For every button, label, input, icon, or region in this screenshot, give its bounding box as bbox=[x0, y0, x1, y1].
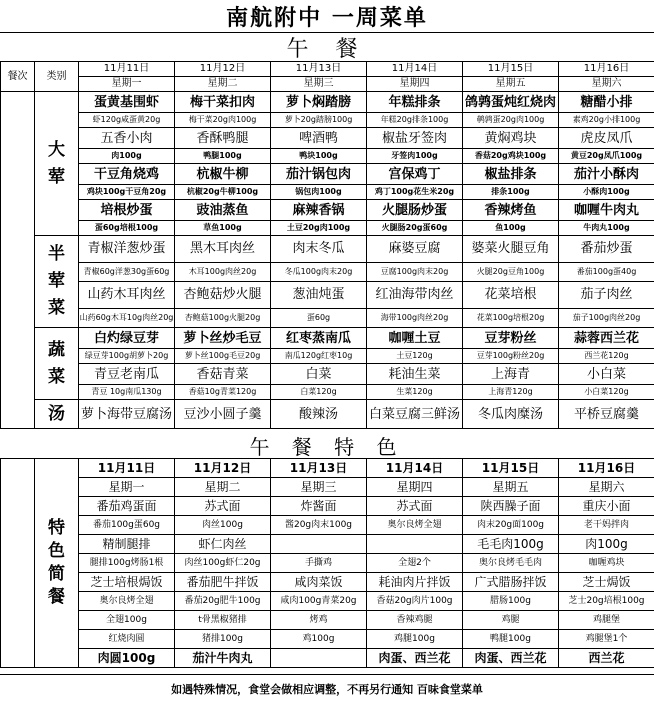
dish-name: 培根炒蛋 bbox=[79, 200, 175, 221]
date-row bbox=[1, 62, 654, 77]
dish-name: 咖喱牛肉丸 bbox=[559, 200, 654, 221]
dish-name: 梅干菜扣肉 bbox=[175, 92, 271, 113]
special-menu-table bbox=[0, 458, 654, 668]
weekday-cell: 星期四 bbox=[367, 77, 463, 92]
dish-name: 苏式面 bbox=[175, 497, 271, 516]
ingredient-note: 火腿20g豆角100g bbox=[463, 262, 559, 281]
special-row bbox=[1, 497, 654, 516]
dish-name: 精制腿排 bbox=[79, 535, 175, 554]
menu-row bbox=[1, 281, 654, 308]
ingredient-note: 排条100g bbox=[463, 185, 559, 200]
dish-name: 芝士焗饭 bbox=[559, 573, 654, 592]
date-cell: 11月14日 bbox=[367, 62, 463, 77]
lunch-section-title: 午 餐 bbox=[286, 36, 368, 62]
dish-name bbox=[271, 535, 367, 554]
dish-name: 虎皮凤爪 bbox=[559, 128, 654, 149]
ingredient-note: 萝卜20g踏膀100g bbox=[271, 113, 367, 128]
ingredient-note: 蛋60g培根100g bbox=[79, 221, 175, 236]
menu-row bbox=[1, 349, 654, 364]
ingredient-note: 杏鲍菇100g火腿20g bbox=[175, 308, 271, 327]
dish-name: 杏鲍菇炒火腿 bbox=[175, 281, 271, 308]
dish-name: 肉圆100g bbox=[79, 649, 175, 668]
dish-name: 耗油生菜 bbox=[367, 364, 463, 385]
weekday-cell: 星期五 bbox=[463, 77, 559, 92]
ingredient-note: 手撕鸡 bbox=[271, 554, 367, 573]
weekday-cell: 星期四 bbox=[367, 478, 463, 497]
special-meal-cell bbox=[1, 459, 35, 668]
date-cell: 11月14日 bbox=[367, 459, 463, 478]
dish-name: 毛毛肉100g bbox=[463, 535, 559, 554]
date-cell: 11月11日 bbox=[79, 62, 175, 77]
date-cell: 11月15日 bbox=[463, 459, 559, 478]
dish-name: 蒜蓉西兰花 bbox=[559, 328, 654, 349]
category-char: 色 bbox=[48, 541, 65, 561]
special-row bbox=[1, 649, 654, 668]
menu-row bbox=[1, 308, 654, 327]
menu-row bbox=[1, 164, 654, 185]
date-cell: 11月11日 bbox=[79, 459, 175, 478]
dish-name: 茄汁小酥肉 bbox=[559, 164, 654, 185]
ingredient-note: 小酥肉100g bbox=[559, 185, 654, 200]
dish-name: 白灼绿豆芽 bbox=[79, 328, 175, 349]
weekday-cell: 星期六 bbox=[559, 478, 654, 497]
ingredient-note: 番茄100g蛋40g bbox=[559, 262, 654, 281]
dish-name: 山药木耳肉丝 bbox=[79, 281, 175, 308]
ingredient-note: 鸭块100g bbox=[271, 149, 367, 164]
dish-name bbox=[271, 649, 367, 668]
menu-row bbox=[1, 328, 654, 349]
menu-row bbox=[1, 400, 654, 429]
ingredient-note: 香菇10g青菜120g bbox=[175, 385, 271, 400]
category-char: 蔬 bbox=[48, 339, 65, 360]
dish-name: 鸽鹑蛋炖红烧肉 bbox=[463, 92, 559, 113]
dish-name: 萝卜海带豆腐汤 bbox=[79, 400, 175, 429]
dish-name: 茄汁锅包肉 bbox=[271, 164, 367, 185]
dish-name: 黄焖鸡块 bbox=[463, 128, 559, 149]
category-ban bbox=[35, 236, 79, 328]
ingredient-note: 肉100g bbox=[79, 149, 175, 164]
menu-row bbox=[1, 221, 654, 236]
category-char: 餐 bbox=[48, 587, 65, 607]
dish-name: 番茄肥牛拌饭 bbox=[175, 573, 271, 592]
special-row bbox=[1, 592, 654, 611]
date-cell: 11月13日 bbox=[271, 62, 367, 77]
ingredient-note: 老干妈拌肉 bbox=[559, 516, 654, 535]
ingredient-note: 奥尔良烤全翅 bbox=[367, 516, 463, 535]
dish-name bbox=[367, 535, 463, 554]
category-char: 半 bbox=[48, 244, 65, 264]
date-cell: 11月12日 bbox=[175, 459, 271, 478]
ingredient-note: 香辣鸡腿 bbox=[367, 611, 463, 630]
dish-name: 西兰花 bbox=[559, 649, 654, 668]
special-row bbox=[1, 630, 654, 649]
ingredient-note: 土豆20g肉100g bbox=[271, 221, 367, 236]
dish-name: 麻婆豆腐 bbox=[367, 236, 463, 263]
category-da bbox=[35, 92, 79, 236]
ingredient-note: 青椒60g洋葱30g蛋60g bbox=[79, 262, 175, 281]
menu-row bbox=[1, 128, 654, 149]
special-row bbox=[1, 554, 654, 573]
dish-name: 肉蛋、西兰花 bbox=[463, 649, 559, 668]
ingredient-note: 冬瓜100g肉末20g bbox=[271, 262, 367, 281]
ingredient-note: 梅干菜20g肉100g bbox=[175, 113, 271, 128]
dish-name: 茄汁牛肉丸 bbox=[175, 649, 271, 668]
menu-row bbox=[1, 364, 654, 385]
menu-row bbox=[1, 113, 654, 128]
dish-name: 蛋黄基围虾 bbox=[79, 92, 175, 113]
ingredient-note: 腊肠100g bbox=[463, 592, 559, 611]
ingredient-note: 牛肉丸100g bbox=[559, 221, 654, 236]
dish-name: 红油海带肉丝 bbox=[367, 281, 463, 308]
ingredient-note: 生菜120g bbox=[367, 385, 463, 400]
date-cell: 11月16日 bbox=[559, 62, 654, 77]
ingredient-note: 咖喱鸡块 bbox=[559, 554, 654, 573]
dish-name: 青椒洋葱炒蛋 bbox=[79, 236, 175, 263]
ingredient-note: 番茄20g肥牛100g bbox=[175, 592, 271, 611]
dish-name: 青豆老南瓜 bbox=[79, 364, 175, 385]
weekday-cell: 星期二 bbox=[175, 478, 271, 497]
category-special bbox=[35, 459, 79, 668]
weekday-cell: 星期三 bbox=[271, 77, 367, 92]
ingredient-note: 烤鸡 bbox=[271, 611, 367, 630]
ingredient-note: 鸡腿 bbox=[463, 611, 559, 630]
menu-row bbox=[1, 149, 654, 164]
weekday-row bbox=[1, 77, 654, 92]
ingredient-note: 香菇20g肉片100g bbox=[367, 592, 463, 611]
ingredient-note: 西兰花120g bbox=[559, 349, 654, 364]
category-tang bbox=[35, 400, 79, 429]
ingredient-note: 肉丝100g bbox=[175, 516, 271, 535]
ingredient-note: 蛋60g bbox=[271, 308, 367, 327]
menu-row bbox=[1, 185, 654, 200]
dish-name: 宫保鸡丁 bbox=[367, 164, 463, 185]
dish-name: 广式腊肠拌饭 bbox=[463, 573, 559, 592]
ingredient-note: 鸡块100g干豆角20g bbox=[79, 185, 175, 200]
dish-name: 糖醋小排 bbox=[559, 92, 654, 113]
dish-name: 白菜豆腐三鲜汤 bbox=[367, 400, 463, 429]
ingredient-note: 鱼100g bbox=[463, 221, 559, 236]
ingredient-note: 肉末20g面100g bbox=[463, 516, 559, 535]
ingredient-note: 腿排100g烤肠1根 bbox=[79, 554, 175, 573]
dish-name: 苏式面 bbox=[367, 497, 463, 516]
ingredient-note: 奥尔良烤全翅 bbox=[79, 592, 175, 611]
weekday-cell: 星期三 bbox=[271, 478, 367, 497]
meal-header: 餐次 bbox=[1, 62, 35, 92]
dish-name: 五香小肉 bbox=[79, 128, 175, 149]
dish-name: 香酥鸭腿 bbox=[175, 128, 271, 149]
ingredient-note: 牙签肉100g bbox=[367, 149, 463, 164]
ingredient-note: 鸡腿堡1个 bbox=[559, 630, 654, 649]
weekday-cell: 星期一 bbox=[79, 478, 175, 497]
dish-name: 虾仁肉丝 bbox=[175, 535, 271, 554]
dish-name: 番茄炒蛋 bbox=[559, 236, 654, 263]
ingredient-note: 黄豆20g凤爪100g bbox=[559, 149, 654, 164]
lunch-menu-table bbox=[0, 61, 654, 429]
dish-name: 婆菜火腿豆角 bbox=[463, 236, 559, 263]
dish-name: 萝卜焖踏膀 bbox=[271, 92, 367, 113]
dish-name: 肉末冬瓜 bbox=[271, 236, 367, 263]
ingredient-note: 鸭腿100g bbox=[463, 630, 559, 649]
weekday-cell: 星期二 bbox=[175, 77, 271, 92]
ingredient-note: 花菜100g培根20g bbox=[463, 308, 559, 327]
type-header: 类别 bbox=[35, 62, 79, 92]
ingredient-note: 茄子100g肉丝20g bbox=[559, 308, 654, 327]
ingredient-note: 鸭腿100g bbox=[175, 149, 271, 164]
ingredient-note: 虾120g咸蛋黄20g bbox=[79, 113, 175, 128]
dish-name: 啤酒鸭 bbox=[271, 128, 367, 149]
ingredient-note: 猪排100g bbox=[175, 630, 271, 649]
dish-name: 红枣蒸南瓜 bbox=[271, 328, 367, 349]
ingredient-note: 锅包肉100g bbox=[271, 185, 367, 200]
dish-name: 肉蛋、西兰花 bbox=[367, 649, 463, 668]
ingredient-note: 杭椒20g牛柳100g bbox=[175, 185, 271, 200]
menu-row bbox=[1, 385, 654, 400]
dish-name: 咖喱土豆 bbox=[367, 328, 463, 349]
dish-name: 年糕排条 bbox=[367, 92, 463, 113]
ingredient-note: 山药60g木耳10g肉丝20g bbox=[79, 308, 175, 327]
dish-name: 上海青 bbox=[463, 364, 559, 385]
menu-row bbox=[1, 262, 654, 281]
dish-name: 咸肉菜饭 bbox=[271, 573, 367, 592]
ingredient-note: 草鱼100g bbox=[175, 221, 271, 236]
ingredient-note: 香菇20g鸡块100g bbox=[463, 149, 559, 164]
dish-name: 芝士培根焗饭 bbox=[79, 573, 175, 592]
dish-name: 白菜 bbox=[271, 364, 367, 385]
dish-name: 椒盐牙签肉 bbox=[367, 128, 463, 149]
ingredient-note: 年糕20g排条100g bbox=[367, 113, 463, 128]
dish-name: 豆芽粉丝 bbox=[463, 328, 559, 349]
ingredient-note: 酱20g肉末100g bbox=[271, 516, 367, 535]
special-row bbox=[1, 535, 654, 554]
dish-name: 冬瓜肉糜汤 bbox=[463, 400, 559, 429]
category-char: 荤 bbox=[48, 271, 65, 291]
ingredient-note: 鸡100g bbox=[271, 630, 367, 649]
ingredient-note: 小白菜120g bbox=[559, 385, 654, 400]
dish-name: 杭椒牛柳 bbox=[175, 164, 271, 185]
ingredient-note: 豆腐100g肉末20g bbox=[367, 262, 463, 281]
dish-name: 香菇青菜 bbox=[175, 364, 271, 385]
ingredient-note: 白菜120g bbox=[271, 385, 367, 400]
weekday-cell: 星期五 bbox=[463, 478, 559, 497]
page-title: 南航附中 一周菜单 bbox=[0, 0, 654, 33]
weekday-cell: 星期六 bbox=[559, 77, 654, 92]
ingredient-note: 鹌鹑蛋20g肉100g bbox=[463, 113, 559, 128]
ingredient-note: 全翅2个 bbox=[367, 554, 463, 573]
ingredient-note: 鸡腿堡 bbox=[559, 611, 654, 630]
dish-name: 番茄鸡蛋面 bbox=[79, 497, 175, 516]
menu-row bbox=[1, 200, 654, 221]
ingredient-note: 上海青120g bbox=[463, 385, 559, 400]
category-char: 简 bbox=[48, 564, 65, 584]
ingredient-note: 鸡丁100g花生米20g bbox=[367, 185, 463, 200]
dish-name: 葱油炖蛋 bbox=[271, 281, 367, 308]
special-row bbox=[1, 516, 654, 535]
category-char: 汤 bbox=[48, 403, 65, 424]
date-cell: 11月13日 bbox=[271, 459, 367, 478]
ingredient-note: 素鸡20g小排100g bbox=[559, 113, 654, 128]
category-char: 菜 bbox=[48, 366, 65, 387]
date-cell: 11月16日 bbox=[559, 459, 654, 478]
dish-name: 小白菜 bbox=[559, 364, 654, 385]
dish-name: 豆沙小圆子羹 bbox=[175, 400, 271, 429]
ingredient-note: 豆芽100g粉丝20g bbox=[463, 349, 559, 364]
category-shu bbox=[35, 328, 79, 400]
ingredient-note: 奥尔良烤毛毛肉 bbox=[463, 554, 559, 573]
category-char: 菜 bbox=[48, 298, 65, 318]
ingredient-note: 咸肉100g青菜20g bbox=[271, 592, 367, 611]
dish-name: 平桥豆腐羹 bbox=[559, 400, 654, 429]
weekday-cell: 星期一 bbox=[79, 77, 175, 92]
ingredient-note: 肉丝100g虾仁20g bbox=[175, 554, 271, 573]
ingredient-note: t骨黑椒猪排 bbox=[175, 611, 271, 630]
dish-name: 豉油蒸鱼 bbox=[175, 200, 271, 221]
footer-note: 如遇特殊情况，食堂会做相应调整，不再另行通知 百味食堂菜单 bbox=[0, 674, 654, 703]
menu-row bbox=[1, 92, 654, 113]
special-row bbox=[1, 573, 654, 592]
dish-name: 茄子肉丝 bbox=[559, 281, 654, 308]
ingredient-note: 土豆120g bbox=[367, 349, 463, 364]
ingredient-note: 海带100g肉丝20g bbox=[367, 308, 463, 327]
category-char: 特 bbox=[48, 518, 65, 538]
category-char: 荤 bbox=[48, 166, 65, 187]
dish-name: 酸辣汤 bbox=[271, 400, 367, 429]
dish-name: 花菜培根 bbox=[463, 281, 559, 308]
dish-name: 耗油肉片拌饭 bbox=[367, 573, 463, 592]
dish-name: 椒盐排条 bbox=[463, 164, 559, 185]
special-row bbox=[1, 611, 654, 630]
ingredient-note: 青豆 10g南瓜130g bbox=[79, 385, 175, 400]
ingredient-note: 绿豆芽100g胡萝卜20g bbox=[79, 349, 175, 364]
ingredient-note: 番茄100g蛋60g bbox=[79, 516, 175, 535]
ingredient-note: 全翅100g bbox=[79, 611, 175, 630]
dish-name: 香辣烤鱼 bbox=[463, 200, 559, 221]
ingredient-note: 萝卜丝100g毛豆20g bbox=[175, 349, 271, 364]
dish-name: 黑木耳肉丝 bbox=[175, 236, 271, 263]
ingredient-note: 火腿肠20g蛋60g bbox=[367, 221, 463, 236]
ingredient-note: 木耳100g肉丝20g bbox=[175, 262, 271, 281]
date-cell: 11月15日 bbox=[463, 62, 559, 77]
special-section-title: 午 餐 特 色 bbox=[249, 434, 405, 459]
ingredient-note: 南瓜120g红枣10g bbox=[271, 349, 367, 364]
category-char: 大 bbox=[48, 139, 65, 160]
special-weekday-row bbox=[1, 478, 654, 497]
dish-name: 火腿肠炒蛋 bbox=[367, 200, 463, 221]
dish-name: 肉100g bbox=[559, 535, 654, 554]
dish-name: 陕西臊子面 bbox=[463, 497, 559, 516]
ingredient-note: 红烧肉圆 bbox=[79, 630, 175, 649]
special-date-row bbox=[1, 459, 654, 478]
dish-name: 萝卜丝炒毛豆 bbox=[175, 328, 271, 349]
ingredient-note: 鸡腿100g bbox=[367, 630, 463, 649]
dish-name: 麻辣香锅 bbox=[271, 200, 367, 221]
ingredient-note: 芝士20g培根100g bbox=[559, 592, 654, 611]
dish-name: 重庆小面 bbox=[559, 497, 654, 516]
dish-name: 干豆角烧鸡 bbox=[79, 164, 175, 185]
date-cell: 11月12日 bbox=[175, 62, 271, 77]
meal-cell bbox=[1, 92, 35, 429]
menu-row bbox=[1, 236, 654, 263]
dish-name: 炸酱面 bbox=[271, 497, 367, 516]
